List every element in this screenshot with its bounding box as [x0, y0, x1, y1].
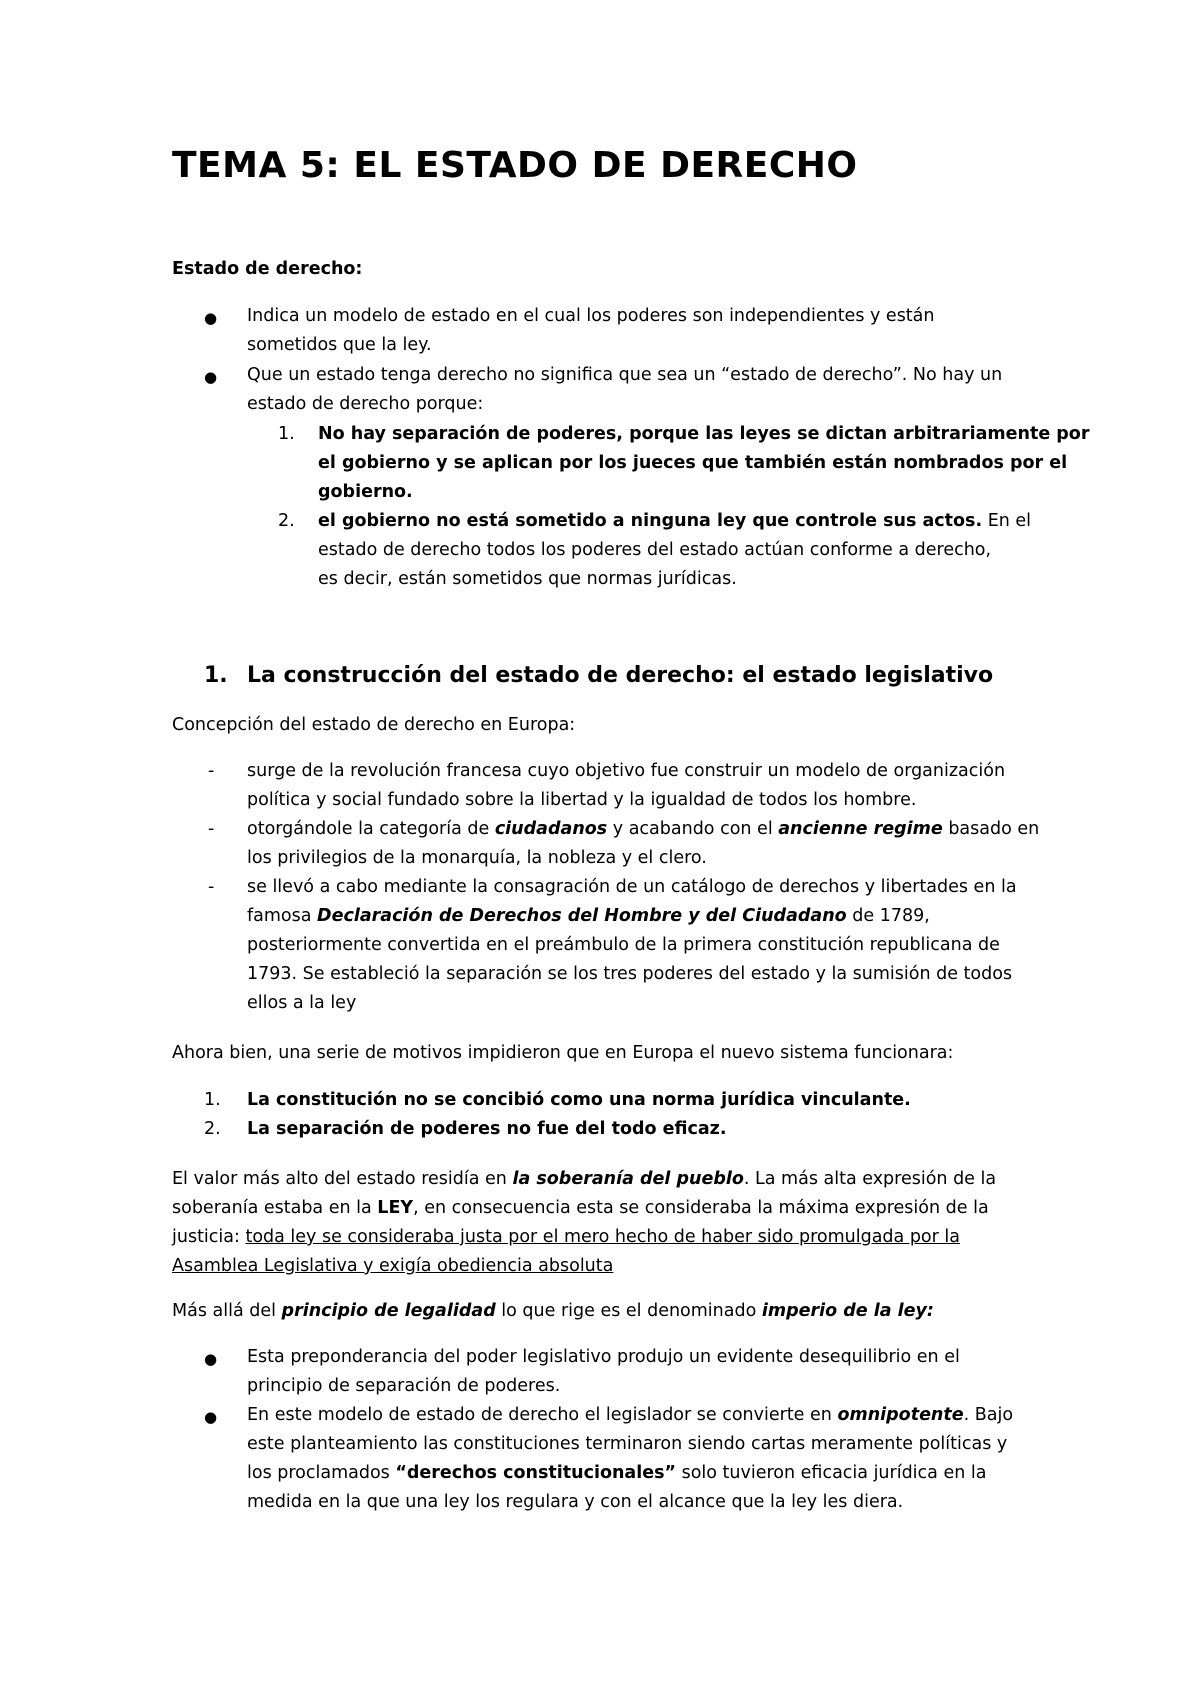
section-heading: La construcción del estado de derecho: el estado legislativo [247, 663, 994, 688]
dash-item: posteriormente convertida en el preámbulo de la primera constitución republicana de [247, 935, 1000, 955]
dash-item: surge de la revolución francesa cuyo objetivo fue construir un modelo de organización [247, 761, 1006, 781]
bullet-text: este planteamiento las constituciones terminaron siendo cartas meramente políticas y [247, 1434, 1008, 1454]
paragraph: Asamblea Legislativa y exigía obediencia absoluta [172, 1256, 614, 1276]
bullet-text: En este modelo de estado de derecho el legislador se convierte en omnipotente. Bajo [247, 1405, 1014, 1425]
bullet-text: sometidos que la ley. [247, 335, 432, 355]
section-label: Estado de derecho: [172, 259, 363, 279]
list-number: 1. [204, 1090, 221, 1110]
bullet-icon: ● [204, 1408, 218, 1426]
paragraph: justicia: toda ley se consideraba justa por el mero hecho de haber sido promulgada por la [172, 1227, 960, 1247]
dash-item: otorgándole la categoría de ciudadanos y acabando con el ancienne regime basado en [247, 819, 1040, 839]
dash-item: famosa Declaración de Derechos del Hombre y del Ciudadano de 1789, [247, 906, 930, 926]
paragraph: soberanía estaba en la LEY, en consecuencia esta se consideraba la máxima expresión de la [172, 1198, 989, 1218]
dash-item: ellos a la ley [247, 993, 357, 1013]
bullet-icon: ● [204, 309, 218, 327]
bullet-text: principio de separación de poderes. [247, 1376, 561, 1396]
numbered-item: el gobierno y se aplican por los jueces que también están nombrados por el [318, 453, 1068, 473]
dash-item: política y social fundado sobre la libertad y la igualdad de todos los hombre. [247, 790, 917, 810]
bullet-text: medida en la que una ley los regulara y con el alcance que la ley les diera. [247, 1492, 904, 1512]
bullet-text: Que un estado tenga derecho no significa que sea un “estado de derecho”. No hay un [247, 365, 1003, 385]
bullet-text: Esta preponderancia del poder legislativo produjo un evidente desequilibrio en el [247, 1347, 960, 1367]
numbered-item: La constitución no se concibió como una norma jurídica vinculante. [247, 1090, 911, 1110]
paragraph: Más allá del principio de legalidad lo que rige es el denominado imperio de la ley: [172, 1301, 934, 1321]
numbered-item: gobierno. [318, 482, 413, 502]
numbered-item: es decir, están sometidos que normas jurídicas. [318, 569, 737, 589]
dash-item: los privilegios de la monarquía, la nobleza y el clero. [247, 848, 707, 868]
list-number: 1. [278, 424, 295, 444]
bullet-text: estado de derecho porque: [247, 394, 484, 414]
dash-marker: - [208, 761, 215, 781]
bullet-text: Indica un modelo de estado en el cual los poderes son independientes y están [247, 306, 935, 326]
numbered-item: estado de derecho todos los poderes del estado actúan conforme a derecho, [318, 540, 992, 560]
dash-item: 1793. Se estableció la separación se los tres poderes del estado y la sumisión de todos [247, 964, 1013, 984]
dash-marker: - [208, 877, 215, 897]
list-number: 2. [204, 1119, 221, 1139]
paragraph: El valor más alto del estado residía en la soberanía del pueblo. La más alta expresión de la [172, 1169, 997, 1189]
numbered-item: La separación de poderes no fue del todo eficaz. [247, 1119, 727, 1139]
list-number: 2. [278, 511, 295, 531]
paragraph: Ahora bien, una serie de motivos impidieron que en Europa el nuevo sistema funcionara: [172, 1043, 954, 1063]
document-title: TEMA 5: EL ESTADO DE DERECHO [172, 145, 858, 186]
paragraph: Concepción del estado de derecho en Europa: [172, 715, 576, 735]
bullet-icon: ● [204, 368, 218, 386]
dash-item: se llevó a cabo mediante la consagración de un catálogo de derechos y libertades en la [247, 877, 1017, 897]
dash-marker: - [208, 819, 215, 839]
section-number: 1. [204, 663, 228, 688]
bullet-text: los proclamados “derechos constitucionales” solo tuvieron eficacia jurídica en la [247, 1463, 987, 1483]
numbered-item: No hay separación de poderes, porque las leyes se dictan arbitrariamente por [318, 424, 1090, 444]
numbered-item: el gobierno no está sometido a ninguna ley que controle sus actos. En el [318, 511, 1032, 531]
bullet-icon: ● [204, 1350, 218, 1368]
